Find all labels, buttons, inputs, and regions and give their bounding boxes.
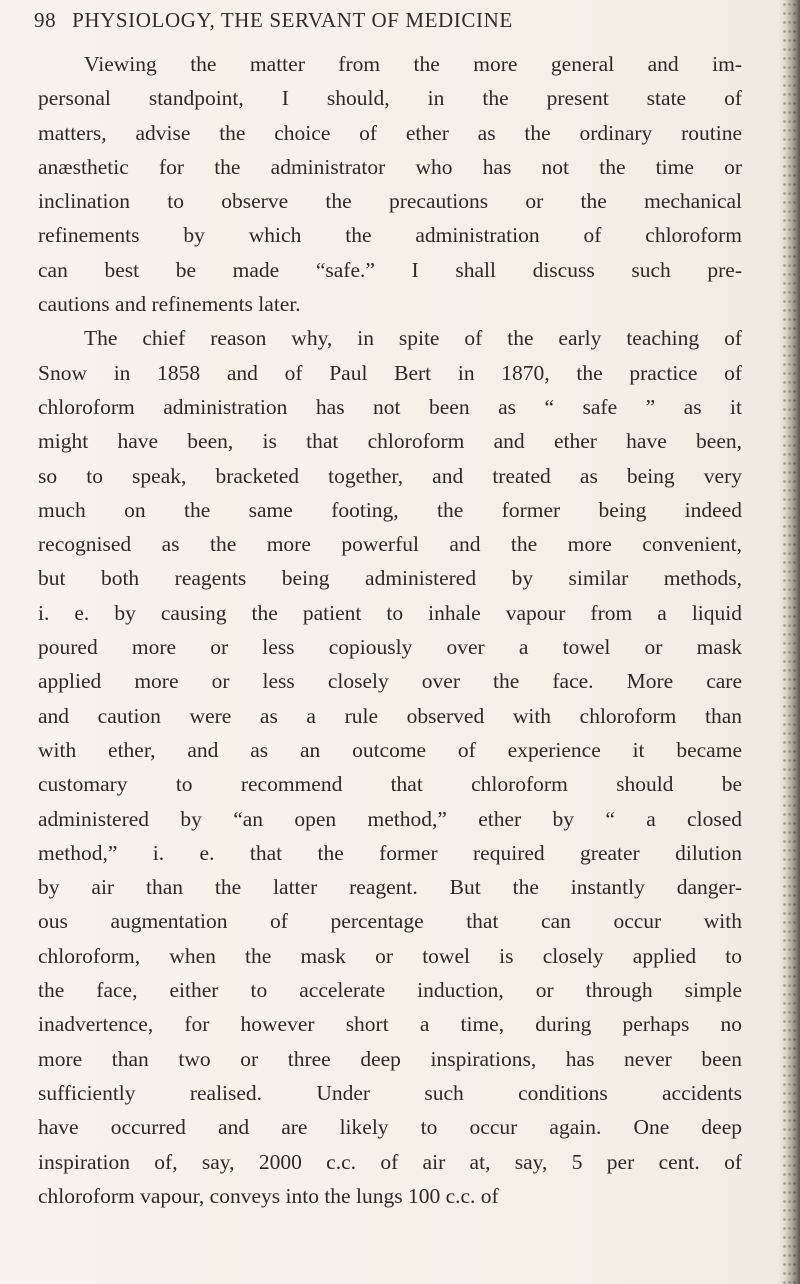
text-line: the face, either to accelerate induction, or through simple — [38, 978, 742, 1003]
text-line: method,” i. e. that the former required greater dilution — [38, 840, 742, 865]
text-line: anæsthetic for the administrator who has not the time or — [38, 154, 742, 179]
text-line: chloroform, when the mask or towel is closely applied to — [38, 943, 742, 968]
text-line: and caution were as a rule observed with chloroform than — [38, 703, 742, 728]
text-line: customary to recommend that chloroform should be — [38, 772, 742, 797]
text-line: chloroform vapour, conveys into the lungs 100 c.c. of — [38, 1183, 499, 1208]
text-line: applied more or less closely over the face. More care — [38, 669, 742, 694]
text-line: i. e. by causing the patient to inhale vapour from a liquid — [38, 600, 742, 625]
text-line: recognised as the more powerful and the more convenient, — [38, 532, 742, 557]
text-line: might have been, is that chloroform and ether have been, — [38, 429, 742, 454]
text-line: inclination to observe the precautions or the mechanical — [38, 189, 742, 214]
page-edge-texture — [782, 0, 796, 1284]
text-line: so to speak, bracketed together, and treated as being very — [38, 463, 742, 488]
text-line: Snow in 1858 and of Paul Bert in 1870, the practice of — [38, 360, 742, 385]
text-line: chloroform administration has not been as “ safe ” as it — [38, 394, 742, 419]
paragraph-2 — [38, 321, 742, 1213]
text-line: refinements by which the administration of chloroform — [38, 223, 742, 248]
text-line: Viewing the matter from the more general and im- — [84, 52, 742, 76]
body-text — [38, 47, 742, 1213]
text-line: can best be made “safe.” I shall discuss such pre- — [38, 257, 742, 282]
running-head — [34, 8, 734, 33]
paragraph-1 — [38, 47, 742, 321]
text-line: more than two or three deep inspirations, has never been — [38, 1046, 742, 1071]
text-line: inadvertence, for however short a time, during perhaps no — [38, 1012, 742, 1037]
text-line: administered by “an open method,” ether by “ a closed — [38, 806, 742, 831]
text-line: by air than the latter reagent. But the instantly danger- — [38, 875, 742, 900]
running-head-title: PHYSIOLOGY, THE SERVANT OF MEDICINE — [72, 8, 513, 32]
page-number: 98 — [34, 8, 57, 32]
text-line: but both reagents being administered by similar methods, — [38, 566, 742, 591]
text-line: cautions and refinements later. — [38, 292, 301, 317]
text-line: inspiration of, say, 2000 c.c. of air at, say, 5 per cent. of — [38, 1149, 742, 1174]
text-line: much on the same footing, the former being indeed — [38, 497, 742, 522]
text-line: with ether, and as an outcome of experience it became — [38, 737, 742, 762]
text-line: poured more or less copiously over a towel or mask — [38, 635, 742, 660]
text-line: The chief reason why, in spite of the early teaching of — [84, 326, 742, 351]
text-line: ous augmentation of percentage that can occur with — [38, 909, 742, 934]
text-line: sufficiently realised. Under such conditions accidents — [38, 1080, 742, 1105]
text-line: matters, advise the choice of ether as the ordinary routine — [38, 120, 742, 145]
text-line: have occurred and are likely to occur again. One deep — [38, 1115, 742, 1140]
text-line: personal standpoint, I should, in the present state of — [38, 86, 742, 111]
